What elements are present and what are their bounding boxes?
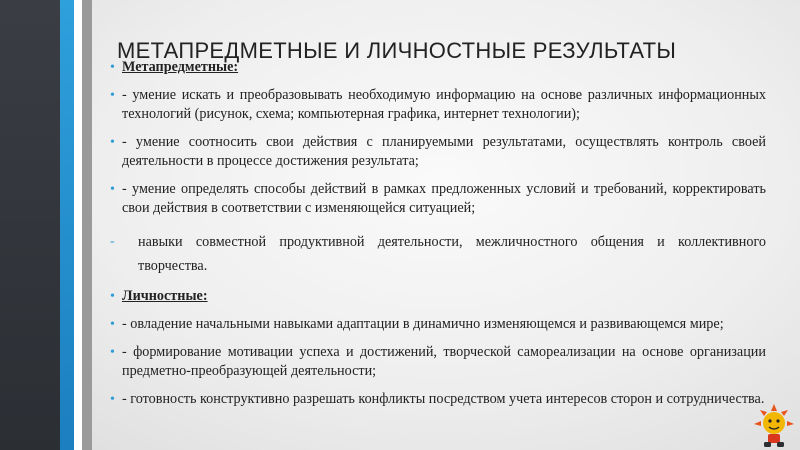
personal-heading-item <box>110 287 766 306</box>
left-blue-stripe <box>60 0 74 450</box>
list-item-text: - готовность конструктивно разрешать конфликты посредством учета интересов сторон и сотрудничества. <box>122 391 765 407</box>
bullet-dot: • <box>110 345 115 360</box>
left-dark-stripe <box>0 0 60 450</box>
list-item-text: - умение определять способы действий в рамках предложенных условий и требований, корректировать свои действия в соответствии с изменяющейся ситуацией; <box>122 181 766 216</box>
list-item <box>110 230 766 278</box>
sun-character-logo-icon <box>754 404 794 448</box>
list-item-text: - умение соотносить свои действия с планируемыми результатами, осуществлять контроль своей деятельности в процессе достижения результата; <box>122 134 766 169</box>
bullet-dot: • <box>110 60 115 75</box>
list-item <box>110 343 766 381</box>
bullet-dot: • <box>110 289 115 304</box>
meta-heading: Метапредметные: <box>122 59 239 75</box>
left-grey-stripe <box>82 0 92 450</box>
bullet-dash: - <box>110 234 115 249</box>
bullet-dot: • <box>110 317 115 332</box>
list-item <box>110 133 766 171</box>
list-item <box>110 86 766 124</box>
list-item-text: - овладение начальными навыками адаптации в динамично изменяющемся и развивающемся мире; <box>122 316 724 332</box>
slide-title: МЕТАПРЕДМЕТНЫЕ И ЛИЧНОСТНЫЕ РЕЗУЛЬТАТЫ <box>117 38 677 63</box>
slide-body <box>110 58 766 409</box>
list-item <box>110 180 766 218</box>
bullet-dot: • <box>110 182 115 197</box>
left-white-stripe <box>74 0 82 450</box>
list-item <box>110 390 766 409</box>
list-item <box>110 315 766 334</box>
list-item-text: навыки совместной продуктивной деятельности, межличностного общения и коллективного творчества. <box>138 234 766 274</box>
personal-heading: Личностные: <box>122 288 208 304</box>
bullet-dot: • <box>110 135 115 150</box>
list-item-text: - умение искать и преобразовывать необходимую информацию на основе различных информационных технологий (рисунок, схема; компьютерная графика, интернет технологии); <box>122 87 766 122</box>
bullet-dot: • <box>110 392 115 407</box>
list-item-text: - формирование мотивации успеха и достижений, творческой самореализации на основе организации предметно-преобразующей деятельности; <box>122 344 766 379</box>
bullet-dot: • <box>110 88 115 103</box>
